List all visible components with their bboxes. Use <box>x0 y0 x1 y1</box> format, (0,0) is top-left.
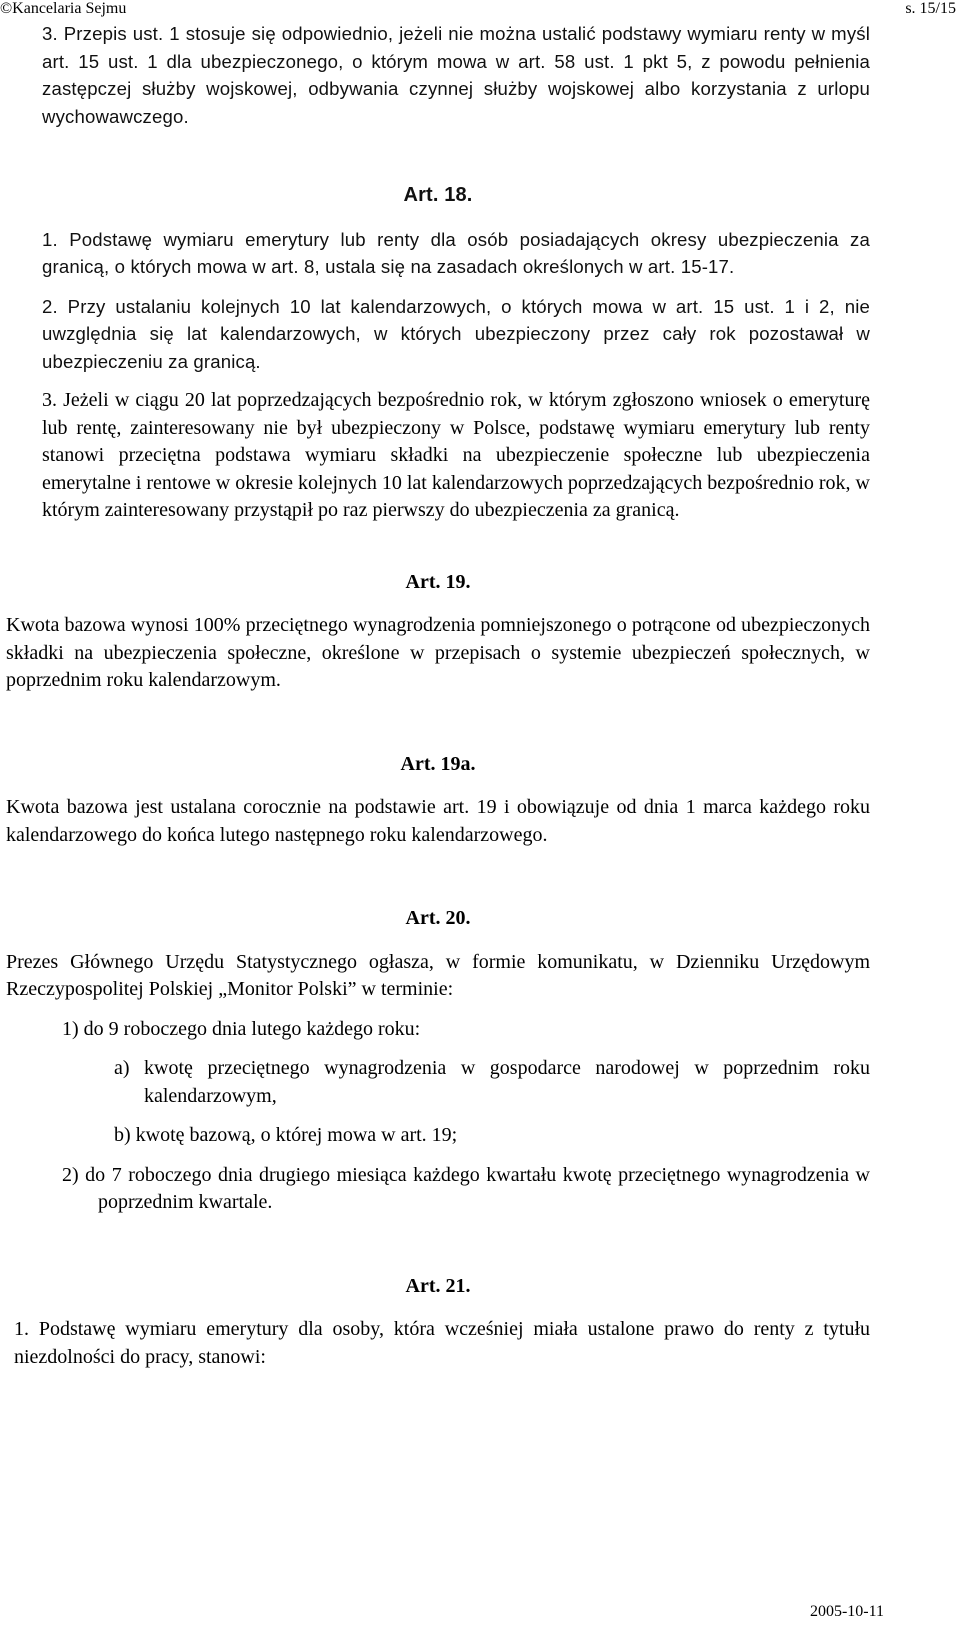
art19a-text: Kwota bazowa jest ustalana corocznie na podstawie art. 19 i obowiązuje od dnia 1 marca każdego roku kalendarzowego do końca lutego następnego roku kalendarzowego. <box>6 796 870 846</box>
art18-paragraph-2: 2. Przy ustalaniu kolejnych 10 lat kalendarzowych, o których mowa w art. 15 ust. 1 i 2, nie uwzględnia się lat kalendarzowych, w których ubezpieczony przez cały rok pozostawał w ubezpieczeniu za granicą. <box>42 295 870 372</box>
art19-text: Kwota bazowa wynosi 100% przeciętnego wynagrodzenia pomniejszonego o potrącone od ubezpieczonych składki na ubezpieczenia społeczne, określone w przepisach o systemie ubezpieczeń społecznych, w poprzednim roku kalendarzowym. <box>6 614 870 691</box>
art21-paragraph-1: 1. Podstawę wymiaru emerytury dla osoby, która wcześniej miała ustalone prawo do renty z tytułu niezdolności do pracy, stanowi: <box>14 1318 870 1368</box>
header-page-number: s. 15/15 <box>905 0 956 17</box>
art18-paragraph-3: 3. Jeżeli w ciągu 20 lat poprzedzających bezpośrednio rok, w którym zgłoszono wniosek o emeryturę lub rentę, zainteresowany nie był ubezpieczony w Polsce, podstawę wymiaru emerytury lub renty stanowi przeciętna podstawa wymiaru składki na ubezpieczenie społeczne lub ubezpieczenia emerytalne i rentowe w okresie kolejnych 10 lat kalendarzowych poprzedzających bezpośrednio rok, w którym zainteresowany przystąpił po raz pierwszy do ubezpieczenia za granicą. <box>42 389 870 521</box>
document-body <box>6 20 870 1371</box>
art20-intro: Prezes Głównego Urzędu Statystycznego ogłasza, w formie komunikatu, w Dzienniku Urzędowym Rzeczypospolitej Polskiej „Monitor Polski” w terminie: <box>6 950 870 1000</box>
footer-date: 2005-10-11 <box>809 1603 884 1620</box>
art21-heading: Art. 21. <box>405 1274 471 1297</box>
art18-paragraph-1: 1. Podstawę wymiaru emerytury lub renty dla osób posiadających okresy ubezpieczenia za granicą, o których mowa w art. 8, ustala się na zasadach określonych w art. 15-17. <box>42 228 870 277</box>
art20-item-1b: b) kwotę bazową, o której mowa w art. 19; <box>114 1124 458 1146</box>
art20-heading: Art. 20. <box>405 907 471 929</box>
art19-heading: Art. 19. <box>405 570 471 593</box>
art20-item-2: 2) do 7 roboczego dnia drugiego miesiąca każdego kwartału kwotę przeciętnego wynagrodzenia w poprzednim kwartale. <box>62 1163 870 1213</box>
art18-heading: Art. 18. <box>403 184 473 206</box>
art20-item-1: 1) do 9 roboczego dnia lutego każdego roku: <box>62 1017 421 1040</box>
header-copyright: ©Kancelaria Sejmu <box>0 0 127 17</box>
art20-item-1a: a) kwotę przeciętnego wynagrodzenia w gospodarce narodowej w poprzednim roku kalendarzowym, <box>114 1057 870 1107</box>
art17-paragraph-3: 3. Przepis ust. 1 stosuje się odpowiednio, jeżeli nie można ustalić podstawy wymiaru renty w myśl art. 15 ust. 1 dla ubezpieczonego, o którym mowa w art. 58 ust. 1 pkt 5, z powodu pełnienia zastępczej służby wojskowej, odbywania czynnej służby wojskowej albo korzystania z urlopu wychowawczego. <box>42 23 870 127</box>
art19a-heading: Art. 19a. <box>400 752 476 775</box>
